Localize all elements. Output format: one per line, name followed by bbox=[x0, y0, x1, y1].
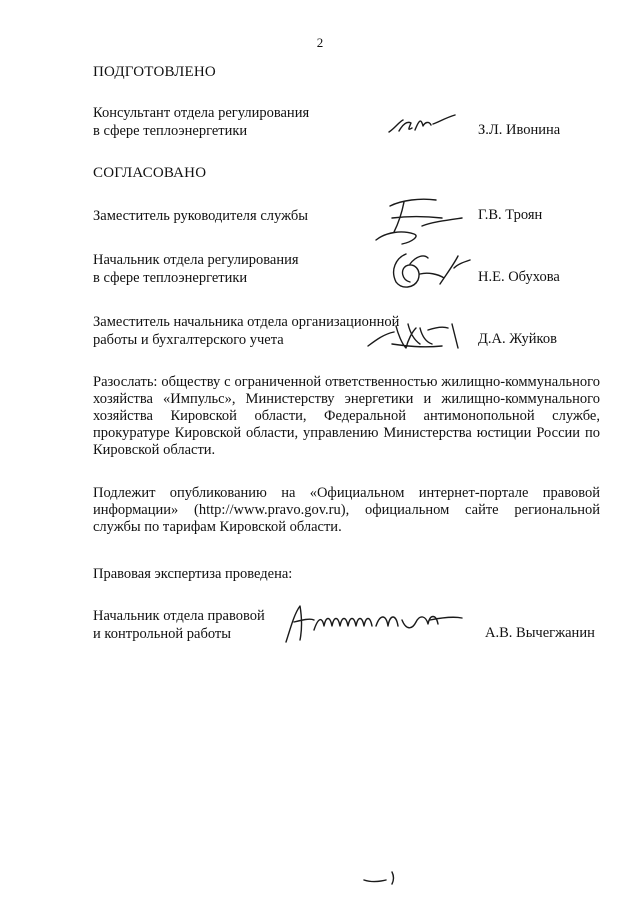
signatory-name: Г.В. Троян bbox=[478, 207, 543, 223]
distribution-list: Разослать: обществу с ограниченной ответственностью жилищно-коммунального хозяйства «Импульс», Министерству энергетики и жилищно-коммунального хозяйства Кировской области, Федеральной антимонопольной службе, прокуратуре Кировской области, управлению Министерства юстиции России по Кировской области. bbox=[93, 374, 600, 458]
signatory-position: Начальник отдела правовой bbox=[93, 608, 265, 624]
publication-note: Подлежит опубликованию на «Официальном интернет-портале правовой информации» (http://www.pravo.gov.ru), официальном сайте региональной службы по тарифам Кировской области. bbox=[93, 485, 600, 535]
signatory-name: Д.А. Жуйков bbox=[478, 331, 557, 347]
signatory-position: Заместитель руководителя службы bbox=[93, 208, 309, 224]
page-number: 2 bbox=[316, 35, 324, 50]
signatory-position: в сфере теплоэнергетики bbox=[93, 123, 248, 139]
handwritten-signature bbox=[362, 314, 472, 356]
signatory-position: Начальник отдела регулирования bbox=[93, 252, 299, 268]
handwritten-signature bbox=[280, 600, 465, 648]
scan-mark bbox=[360, 866, 400, 888]
legal-review-text: Правовая экспертиза проведена: bbox=[93, 566, 293, 582]
signatory-position: и контрольной работы bbox=[93, 626, 231, 642]
handwritten-signature bbox=[385, 112, 460, 140]
signatory-name: З.Л. Ивонина bbox=[478, 122, 561, 138]
signatory-position: в сфере теплоэнергетики bbox=[93, 270, 248, 286]
handwritten-signature bbox=[362, 188, 472, 250]
prepared-heading: ПОДГОТОВЛЕНО bbox=[93, 64, 216, 80]
signatory-position: Консультант отдела регулирования bbox=[93, 105, 310, 121]
signatory-position: Заместитель начальника отдела организационной bbox=[93, 314, 400, 330]
signatory-name: А.В. Вычегжанин bbox=[485, 625, 595, 641]
agreed-heading: СОГЛАСОВАНО bbox=[93, 165, 207, 181]
handwritten-signature bbox=[384, 244, 474, 294]
signatory-name: Н.Е. Обухова bbox=[478, 269, 560, 285]
signatory-position: работы и бухгалтерского учета bbox=[93, 332, 284, 348]
